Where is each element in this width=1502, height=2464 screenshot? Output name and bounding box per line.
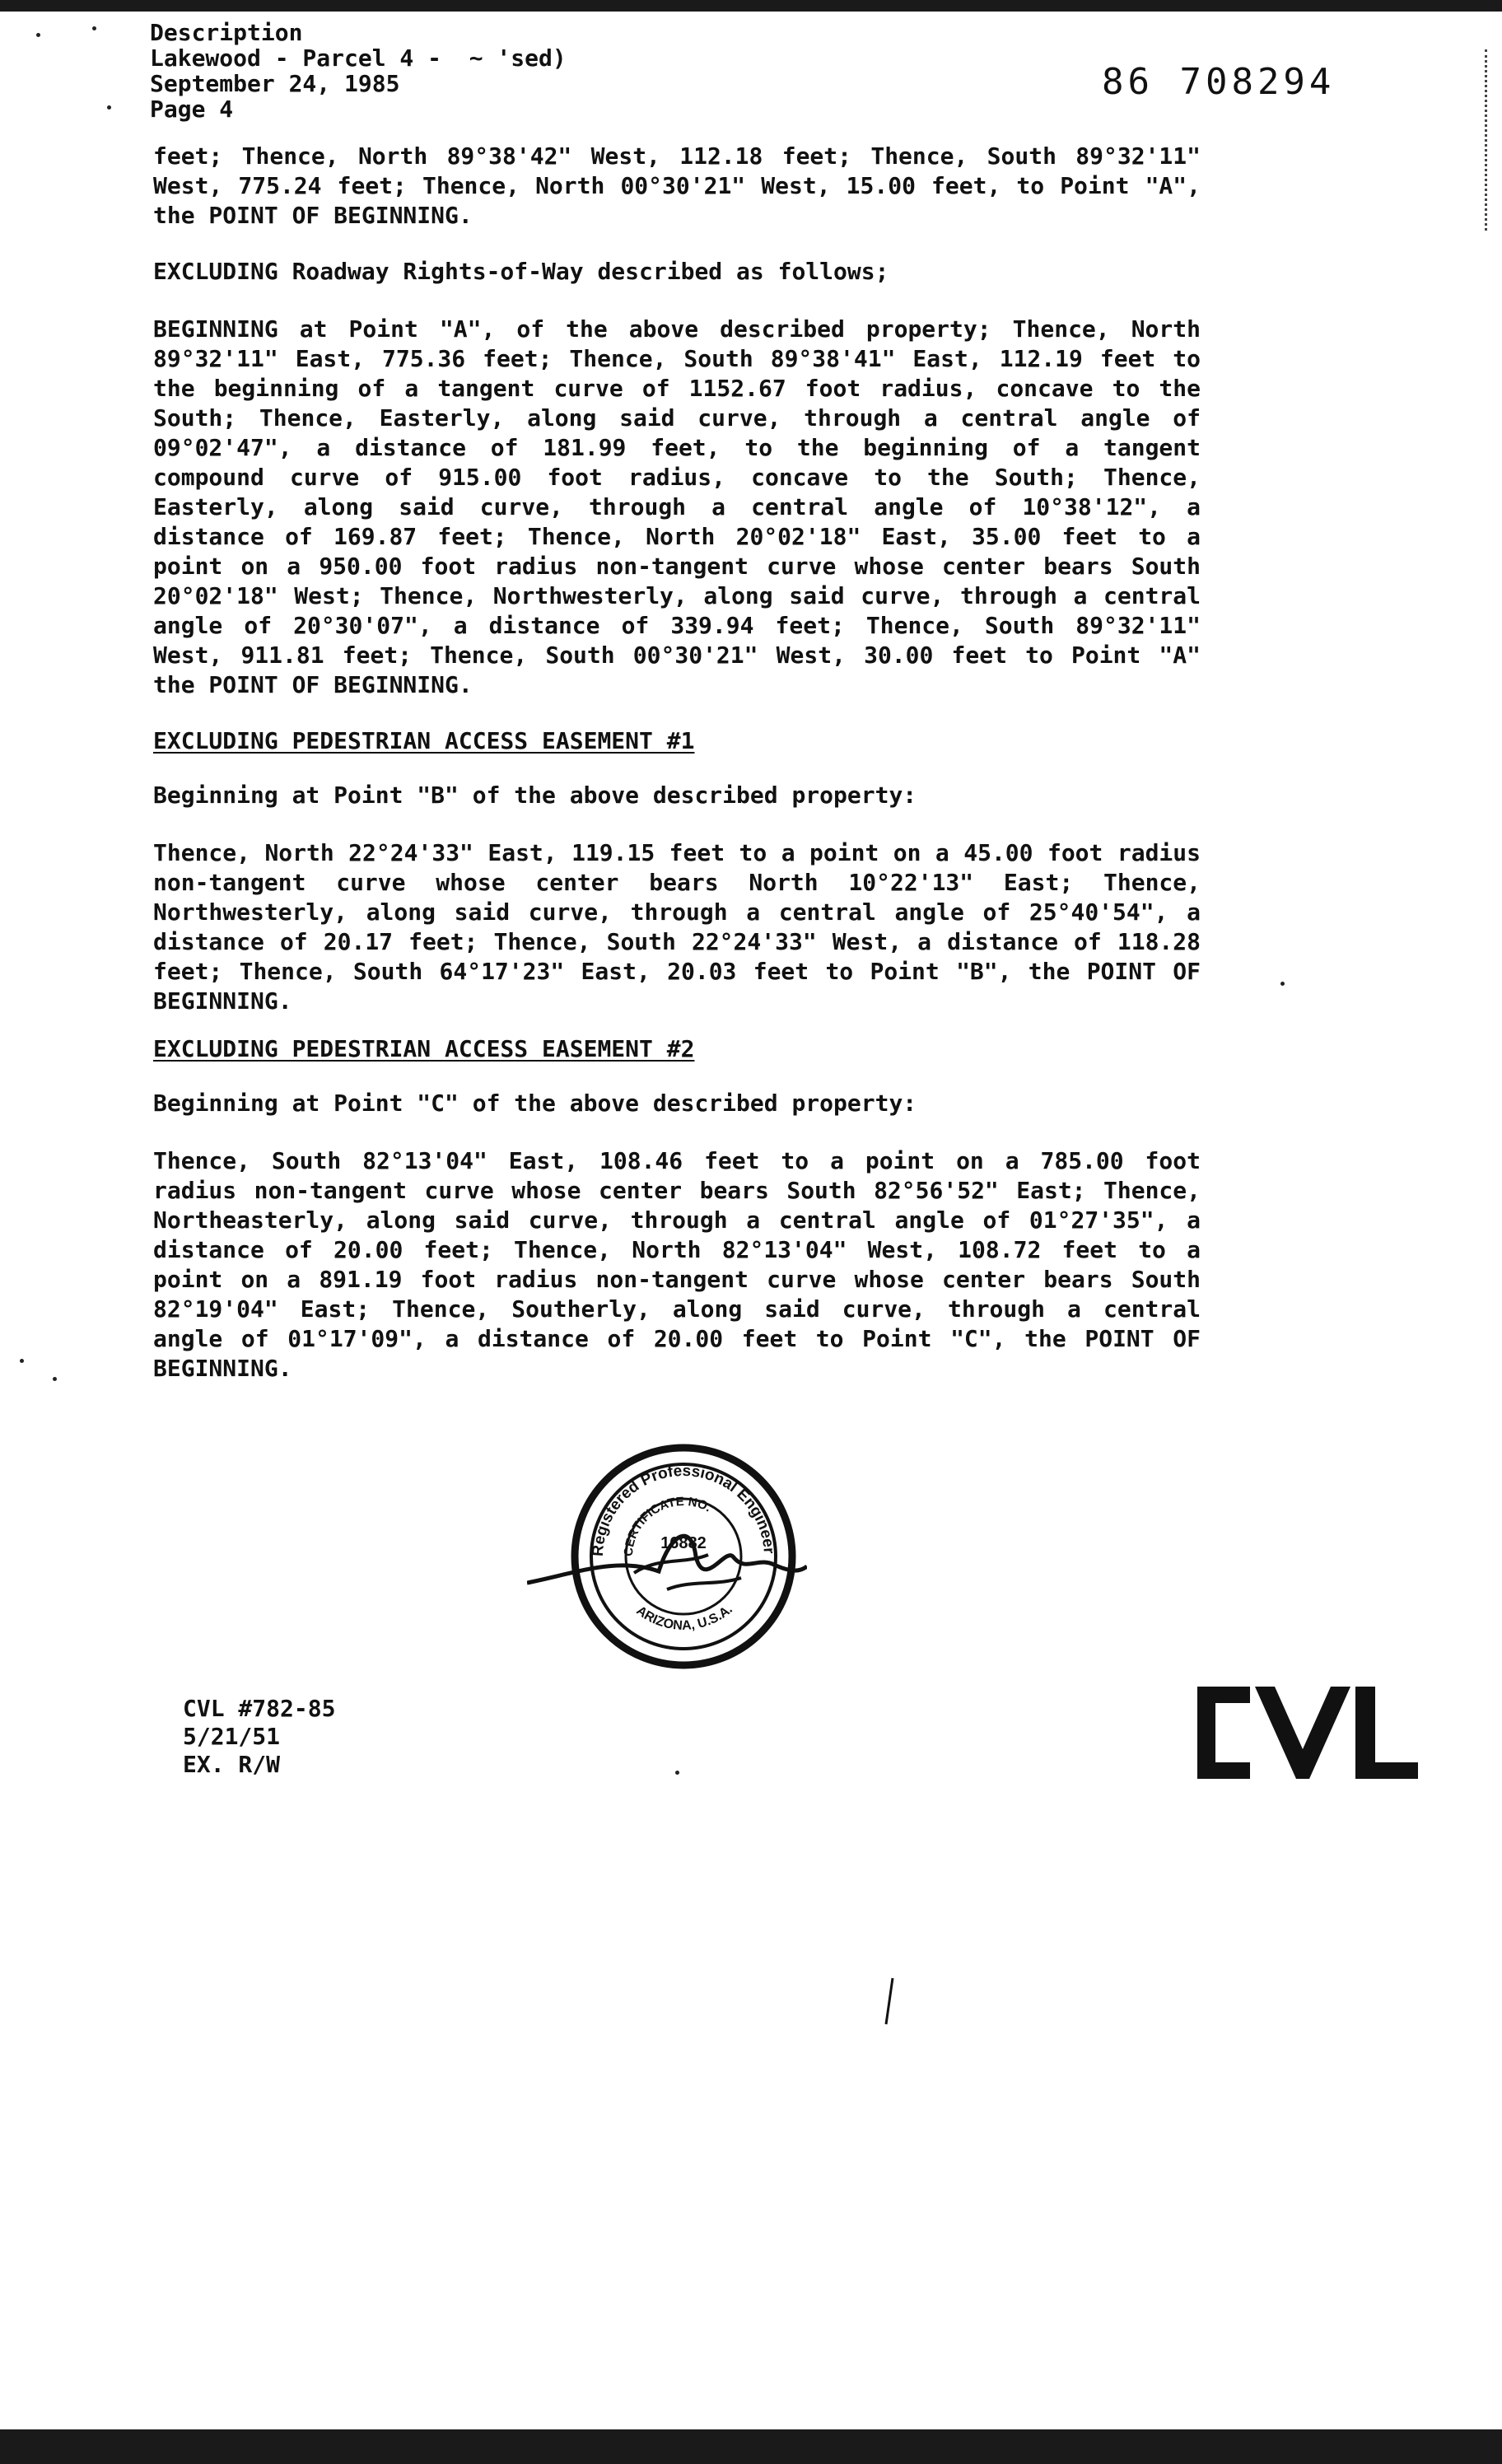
scan-speck xyxy=(53,1377,57,1381)
scan-bottom-edge xyxy=(0,2429,1502,2464)
header-description: Description xyxy=(150,19,303,46)
seal-number: 16882 xyxy=(660,1534,707,1552)
header-parcel: Lakewood - Parcel 4 - ~ 'sed) xyxy=(150,44,567,72)
document-number: 86 708294 xyxy=(1102,61,1336,103)
paragraph-continuation: feet; Thence, North 89°38'42" West, 112.18 feet; Thence, South 89°32'11" West, 775.24 feet; Thence, North 00°30'21" West, 15.00 feet, to Point "A", the POINT OF BEGINNING. xyxy=(153,142,1201,229)
document-header xyxy=(150,20,567,122)
heading-easement-2: EXCLUDING PEDESTRIAN ACCESS EASEMENT #2 xyxy=(153,1035,695,1062)
seal-bottom-text: ARIZONA, U.S.A. xyxy=(633,1602,735,1633)
seal-certificate-text: CERTIFICATE NO. xyxy=(621,1494,714,1557)
paragraph-easement-1-description: Thence, North 22°24'33" East, 119.15 feet to a point on a 45.00 foot radius non-tangent curve whose center bears North 10°22'13" East; Thence, Northwesterly, along said curve, through a central angle of 25°40'54", a distance of 20.17 feet; Thence, South 22°24'33" West, a distance of 118.28 feet; Thence, South 64°17'23" East, 20.03 feet to Point "B", the POINT OF BEGINNING. xyxy=(153,839,1201,1015)
footer-job-number: CVL #782-85 xyxy=(183,1695,336,1722)
scan-speck xyxy=(20,1359,24,1363)
scan-speck xyxy=(107,105,111,110)
document-footer xyxy=(183,1695,335,1779)
paragraph-point-c: Beginning at Point "C" of the above described property: xyxy=(153,1090,917,1117)
svg-text:ARIZONA, U.S.A. xyxy=(633,1603,735,1633)
paragraph-point-b: Beginning at Point "B" of the above described property: xyxy=(153,782,917,809)
scan-speck xyxy=(92,26,96,30)
header-page: Page 4 xyxy=(150,96,234,123)
footer-code: EX. R/W xyxy=(183,1751,281,1778)
document-body xyxy=(153,142,1201,1410)
scan-speck xyxy=(1280,982,1285,986)
paragraph-easement-2-description: Thence, South 82°13'04" East, 108.46 feet to a point on a 785.00 foot radius non-tangent curve whose center bears South 82°56'52" East; Thence, Northeasterly, along said curve, through a central angle of 01°27'35", a distance of 20.00 feet; Thence, North 82°13'04" West, 108.72 feet to a point on a 891.19 foot radius non-tangent curve whose center bears South 82°19'04" East; Thence, Southerly, along said curve, through a central angle of 01°17'09", a distance of 20.00 feet to Point "C", the POINT OF BEGINNING. xyxy=(153,1147,1201,1382)
cvl-logo xyxy=(1186,1680,1425,1787)
seal-top-text: Registered Professional Engineer xyxy=(589,1462,777,1557)
paragraph-roadway-description: BEGINNING at Point "A", of the above described property; Thence, North 89°32'11" East, 775.36 feet; Thence, South 89°38'41" East, 112.19 feet to the beginning of a tangent curve of 1152.67 foot radius, concave to the South; Thence, Easterly, along said curve, through a central angle of 09°02'47", a distance of 181.99 feet, to the beginning of a tangent compound curve of 915.00 foot radius, concave to the South; Thence, Easterly, along said curve, through a central angle of 10°38'12", a distance of 169.87 feet; Thence, North 20°02'18" East, 35.00 feet to a point on a 950.00 foot radius non-tangent curve whose center bears South 20°02'18" West; Thence, Northwesterly, along said curve, through a central angle of 20°30'07", a distance of 339.94 feet; Thence, South 89°32'11" West, 911.81 feet; Thence, South 00°30'21" West, 30.00 feet to Point "A" the POINT OF BEGINNING. xyxy=(153,315,1201,698)
scan-speck xyxy=(36,33,40,37)
paragraph-excluding-roadway: EXCLUDING Roadway Rights-of-Way described as follows; xyxy=(153,258,889,285)
engineer-seal-stamp xyxy=(527,1433,807,1696)
scan-margin-marks xyxy=(1480,49,1487,231)
header-date: September 24, 1985 xyxy=(150,70,400,97)
scan-top-edge xyxy=(0,0,1502,12)
heading-easement-1: EXCLUDING PEDESTRIAN ACCESS EASEMENT #1 xyxy=(153,727,695,754)
scan-speck xyxy=(675,1771,679,1775)
footer-date: 5/21/51 xyxy=(183,1723,281,1750)
scan-mark xyxy=(881,1976,898,2026)
